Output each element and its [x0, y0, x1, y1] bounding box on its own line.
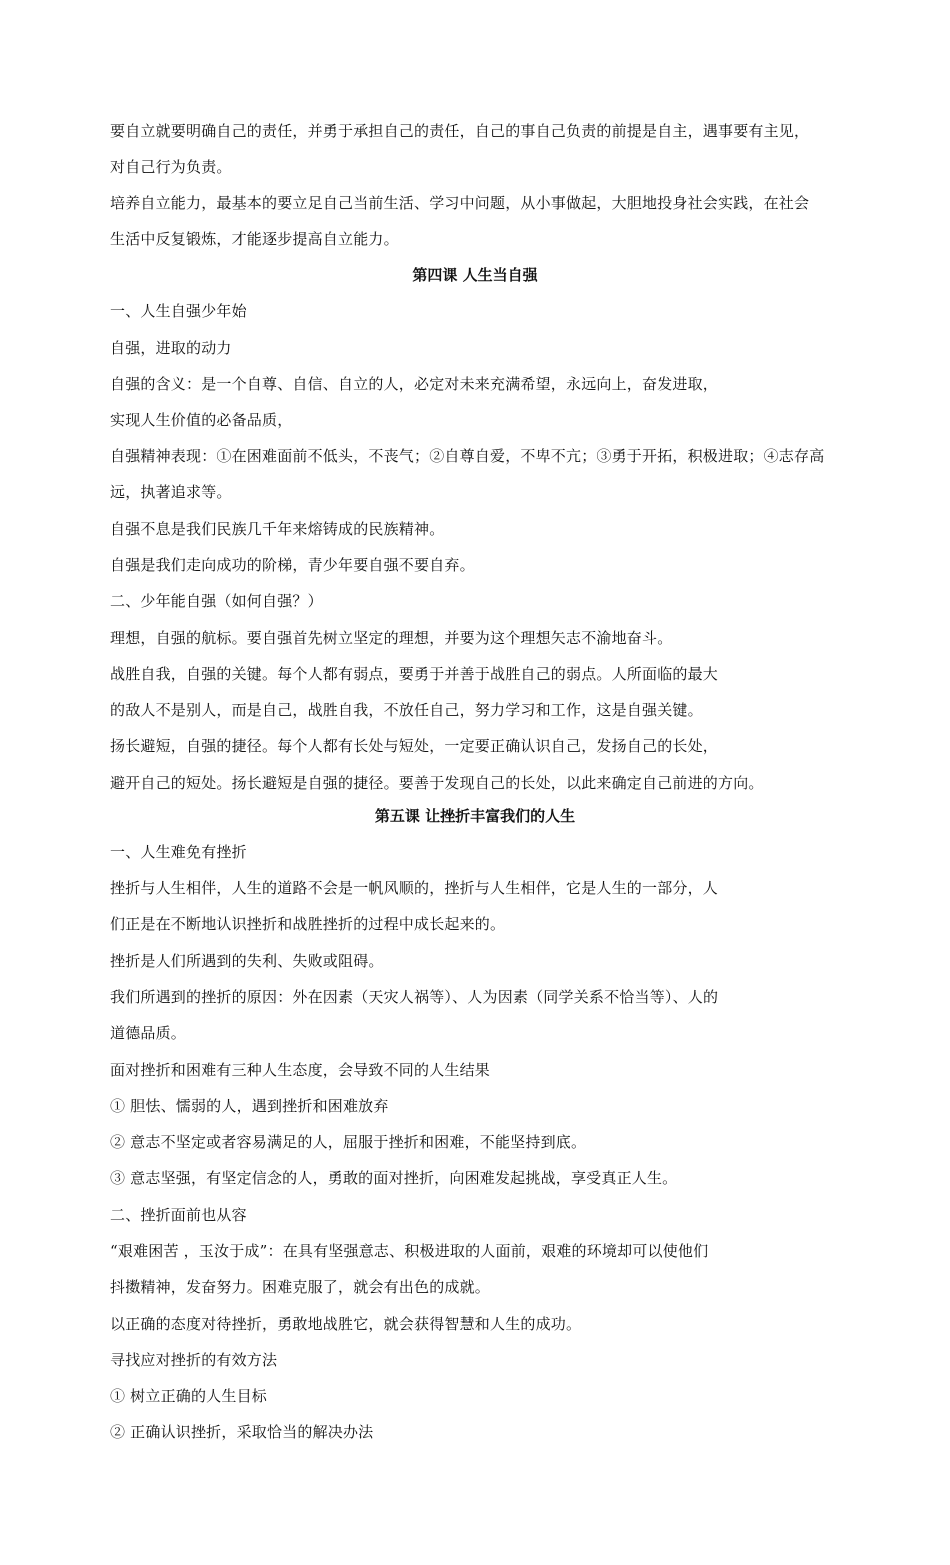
paragraph-line: 寻找应对挫折的有效方法	[110, 1351, 278, 1369]
paragraph-line: 培养自立能力，最基本的要立足自己当前生活、学习中问题，从小事做起，大胆地投身社会实践，在社会	[110, 194, 810, 212]
paragraph-line: 扬长避短，自强的捷径。每个人都有长处与短处，一定要正确认识自己，发扬自己的长处，	[110, 737, 719, 755]
lesson4-title: 第四课 人生当自强	[412, 266, 538, 284]
paragraph-line: 生活中反复锻炼，才能逐步提高自立能力。	[110, 230, 399, 248]
paragraph-line: 要自立就要明确自己的责任，并勇于承担自己的责任，自己的事自己负责的前提是自主，遇事要有主见，	[110, 122, 810, 140]
paragraph-line: 实现人生价值的必备品质，	[110, 411, 293, 429]
paragraph-line: 以正确的态度对待挫折，勇敢地战胜它，就会获得智慧和人生的成功。	[110, 1315, 582, 1333]
paragraph-line: 的敌人不是别人，而是自己，战胜自我，不放任自己，努力学习和工作，这是自强关键。	[110, 701, 703, 719]
lesson5-title: 第五课 让挫折丰富我们的人生	[374, 807, 576, 825]
section-heading: 二、少年能自强（如何自强？）	[110, 592, 323, 610]
paragraph-line: 远，执著追求等。	[110, 483, 232, 501]
paragraph-line: 挫折是人们所遇到的失利、失败或阻碍。	[110, 952, 384, 970]
paragraph-line: 对自己行为负责。	[110, 158, 232, 176]
list-item: ① 树立正确的人生目标	[110, 1387, 267, 1405]
paragraph-line: 避开自己的短处。扬长避短是自强的捷径。要善于发现自己的长处，以此来确定自己前进的方向。	[110, 774, 764, 792]
section-heading: 一、人生自强少年始	[110, 302, 247, 320]
paragraph-line: 自强的含义：是一个自尊、自信、自立的人，必定对未来充满希望，永远向上，奋发进取，	[110, 375, 719, 393]
section-heading: 二、挫折面前也从容	[110, 1206, 247, 1224]
paragraph-line: 面对挫折和困难有三种人生态度，会导致不同的人生结果	[110, 1061, 491, 1079]
paragraph-line: 抖擞精神，发奋努力。困难克服了，就会有出色的成就。	[110, 1278, 491, 1296]
paragraph-line: “艰难困苦 ，玉汝于成”：在具有坚强意志、积极进取的人面前，艰难的环境却可以使他们	[110, 1242, 709, 1260]
list-item: ③ 意志坚强，有坚定信念的人，勇敢的面对挫折，向困难发起挑战，享受真正人生。	[110, 1169, 678, 1187]
paragraph-line: 自强，进取的动力	[110, 339, 232, 357]
list-item: ① 胆怯、懦弱的人，遇到挫折和困难放弃	[110, 1097, 389, 1115]
paragraph-line: 道德品质。	[110, 1024, 187, 1042]
paragraph-line: 理想，自强的航标。要自强首先树立坚定的理想，并要为这个理想矢志不渝地奋斗。	[110, 629, 673, 647]
paragraph-line: 自强不息是我们民族几千年来熔铸成的民族精神。	[110, 520, 445, 538]
section-heading: 一、人生难免有挫折	[110, 843, 247, 861]
paragraph-line: 自强精神表现：①在困难面前不低头，不丧气；②自尊自爱，不卑不亢；③勇于开拓，积极进取；④志存高	[110, 447, 825, 465]
paragraph-line: 们正是在不断地认识挫折和战胜挫折的过程中成长起来的。	[110, 915, 506, 933]
paragraph-line: 战胜自我，自强的关键。每个人都有弱点，要勇于并善于战胜自己的弱点。人所面临的最大	[110, 665, 719, 683]
paragraph-line: 自强是我们走向成功的阶梯，青少年要自强不要自弃。	[110, 556, 475, 574]
paragraph-line: 我们所遇到的挫折的原因：外在因素（天灾人祸等）、人为因素（同学关系不恰当等）、人的	[110, 988, 719, 1006]
list-item: ② 意志不坚定或者容易满足的人，屈服于挫折和困难，不能坚持到底。	[110, 1133, 587, 1151]
list-item: ② 正确认识挫折，采取恰当的解决办法	[110, 1423, 374, 1441]
paragraph-line: 挫折与人生相伴，人生的道路不会是一帆风顺的，挫折与人生相伴，它是人生的一部分，人	[110, 879, 719, 897]
